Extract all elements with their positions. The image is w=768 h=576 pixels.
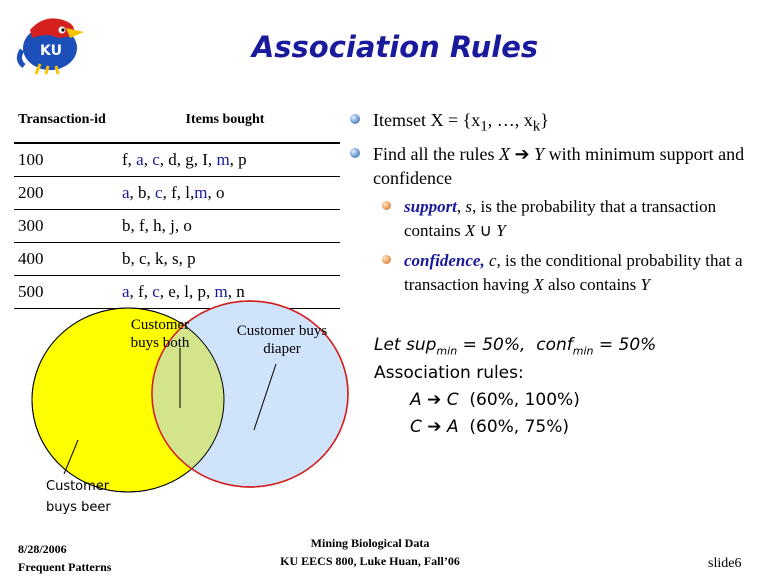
rule-a-to-c: A ➔ C (60%, 100%) <box>410 390 580 410</box>
table-row <box>14 143 340 177</box>
transaction-id-cell: 500 <box>14 276 110 309</box>
frequent-item: c <box>152 150 160 169</box>
table-row <box>14 210 340 243</box>
arrow-icon: ➔ <box>427 417 442 437</box>
frequent-item: m <box>214 282 228 301</box>
venn-label-both: Customer buys both <box>130 317 190 351</box>
footer-course-info: KU EECS 800, Luke Huan, Fall’06 <box>280 554 460 568</box>
transaction-id-cell: 300 <box>14 210 110 243</box>
item-text: , e, l, p, <box>159 282 215 301</box>
sub-bullet-icon <box>382 201 391 210</box>
transaction-table <box>14 98 340 309</box>
item-text: , f, l, <box>162 183 195 202</box>
item-text: , n <box>227 282 245 301</box>
rule-c-to-a: C ➔ A (60%, 75%) <box>410 417 570 437</box>
arrow-icon: ➔ <box>427 390 442 410</box>
table-header-transaction-id: Transaction-id <box>14 98 110 143</box>
slide-title: Association Rules <box>251 30 539 64</box>
item-text: f, <box>122 150 137 169</box>
frequent-item: a <box>136 150 144 169</box>
find-rules-text: Find all the rules X ➔ Y with minimum support and confidence <box>373 144 745 188</box>
item-text: b, f, h, j, o <box>122 216 192 235</box>
item-text: , f, <box>129 282 153 301</box>
arrow-icon: ➔ <box>514 144 530 164</box>
table-row <box>14 243 340 276</box>
frequent-item: a <box>122 282 130 301</box>
items-cell <box>110 243 340 276</box>
transaction-id-cell: 400 <box>14 243 110 276</box>
footer-date: 8/28/2006 <box>18 542 67 556</box>
item-text: , <box>143 150 153 169</box>
items-cell <box>110 143 340 177</box>
thresholds-line: Let sup$_{min}$ = 50%, conf$_{min}$ = 50% <box>374 335 657 358</box>
table-row <box>14 177 340 210</box>
confidence-definition: confidence, c, is the conditional probability that a transaction having X also contains Y <box>404 251 743 294</box>
frequent-item: m <box>216 150 230 169</box>
item-text: , o <box>207 183 225 202</box>
bullet-icon <box>350 148 360 158</box>
item-text: , p <box>229 150 247 169</box>
item-text: , d, g, I, <box>159 150 217 169</box>
frequent-item: a <box>122 183 130 202</box>
logo-text: KU <box>40 43 62 59</box>
transaction-id-cell: 200 <box>14 177 110 210</box>
items-cell <box>110 210 340 243</box>
support-definition: support, s, is the probability that a transaction contains X ∪ Y <box>404 197 717 240</box>
venn-label-diaper: Customer buys diaper <box>236 323 328 357</box>
item-text: b, c, k, s, p <box>122 249 196 268</box>
transaction-id-cell: 100 <box>14 143 110 177</box>
venn-label-beer: Customer buys beer <box>46 479 111 515</box>
frequent-item: m <box>194 183 208 202</box>
items-cell <box>110 177 340 210</box>
itemset-definition: Itemset $X = \{x_1$, …, $x_k$} <box>373 110 549 135</box>
footer-topic: Frequent Patterns <box>18 560 112 574</box>
sub-bullet-icon <box>382 255 391 264</box>
association-rules-heading: Association rules: <box>374 363 524 383</box>
footer-course-title: Mining Biological Data <box>310 536 430 550</box>
bullet-icon <box>350 114 360 124</box>
slide-number: slide6 <box>708 556 742 571</box>
table-header-items-bought: Items bought <box>110 98 340 143</box>
frequent-item: c <box>152 282 160 301</box>
frequent-item: c <box>155 183 163 202</box>
ku-jayhawk-logo <box>10 8 90 76</box>
item-text: , b, <box>129 183 156 202</box>
